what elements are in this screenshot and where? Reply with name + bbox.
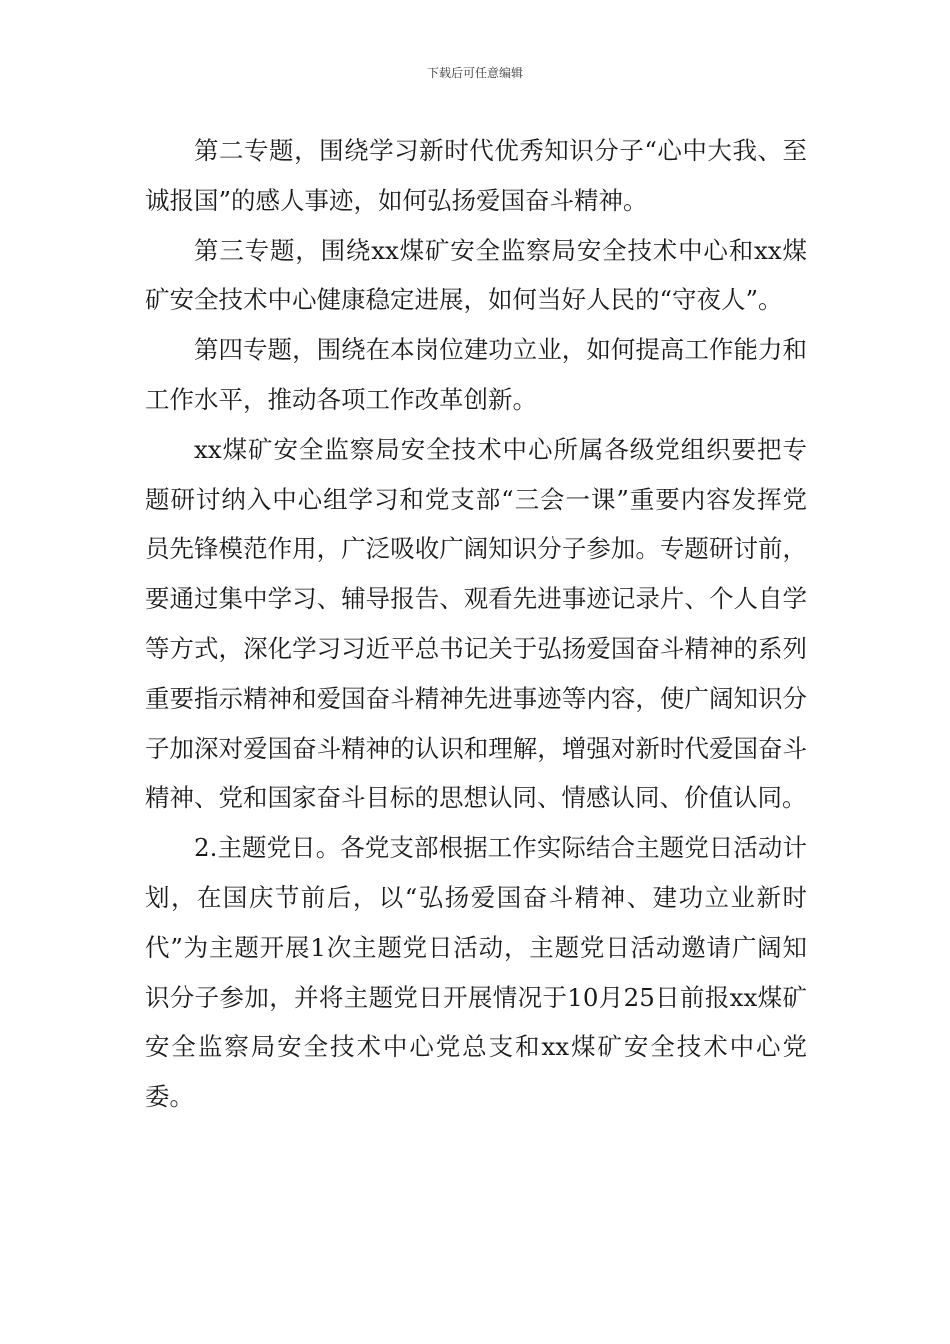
document-body <box>145 126 807 1122</box>
paragraph-seminar-requirements: xx煤矿安全监察局安全技术中心所属各级党组织要把专题研讨纳入中心组学习和党支部“三会一课”重要内容发挥党员先锋模范作用，广泛吸收广阔知识分子参加。专题研讨前，要通过集中学习、辅导报告、观看先进事迹记录片、个人自学等方式，深化学习习近平总书记关于弘扬爱国奋斗精神的系列重要指示精神和爱国奋斗精神先进事迹等内容，使广阔知识分子加深对爱国奋斗精神的认识和理解，增强对新时代爱国奋斗精神、党和国家奋斗目标的思想认同、情感认同、价值认同。 <box>145 434 807 813</box>
paragraph-topic-4: 第四专题，围绕在本岗位建功立业，如何提高工作能力和工作水平，推动各项工作改革创新。 <box>145 335 807 414</box>
page-header: 下载后可任意编辑 <box>426 66 523 80</box>
paragraph-topic-3: 第三专题，围绕xx煤矿安全监察局安全技术中心和xx煤矿安全技术中心健康稳定进展，如何当好人民的“守夜人”。 <box>145 235 807 315</box>
paragraph-party-day: 2.主题党日。各党支部根据工作实际结合主题党日活动计划，在国庆节前后，以“弘扬爱国奋斗精神、建功立业新时代”为主题开展1次主题党日活动，主题党日活动邀请广阔知识分子参加，并将主题党日开展情况于10月25日前报xx煤矿安全监察局安全技术中心党总支和xx煤矿安全技术中心党委。 <box>145 833 807 1112</box>
paragraph-topic-2: 第二专题，围绕学习新时代优秀知识分子“心中大我、至诚报国”的感人事迹，如何弘扬爱国奋斗精神。 <box>145 136 807 215</box>
